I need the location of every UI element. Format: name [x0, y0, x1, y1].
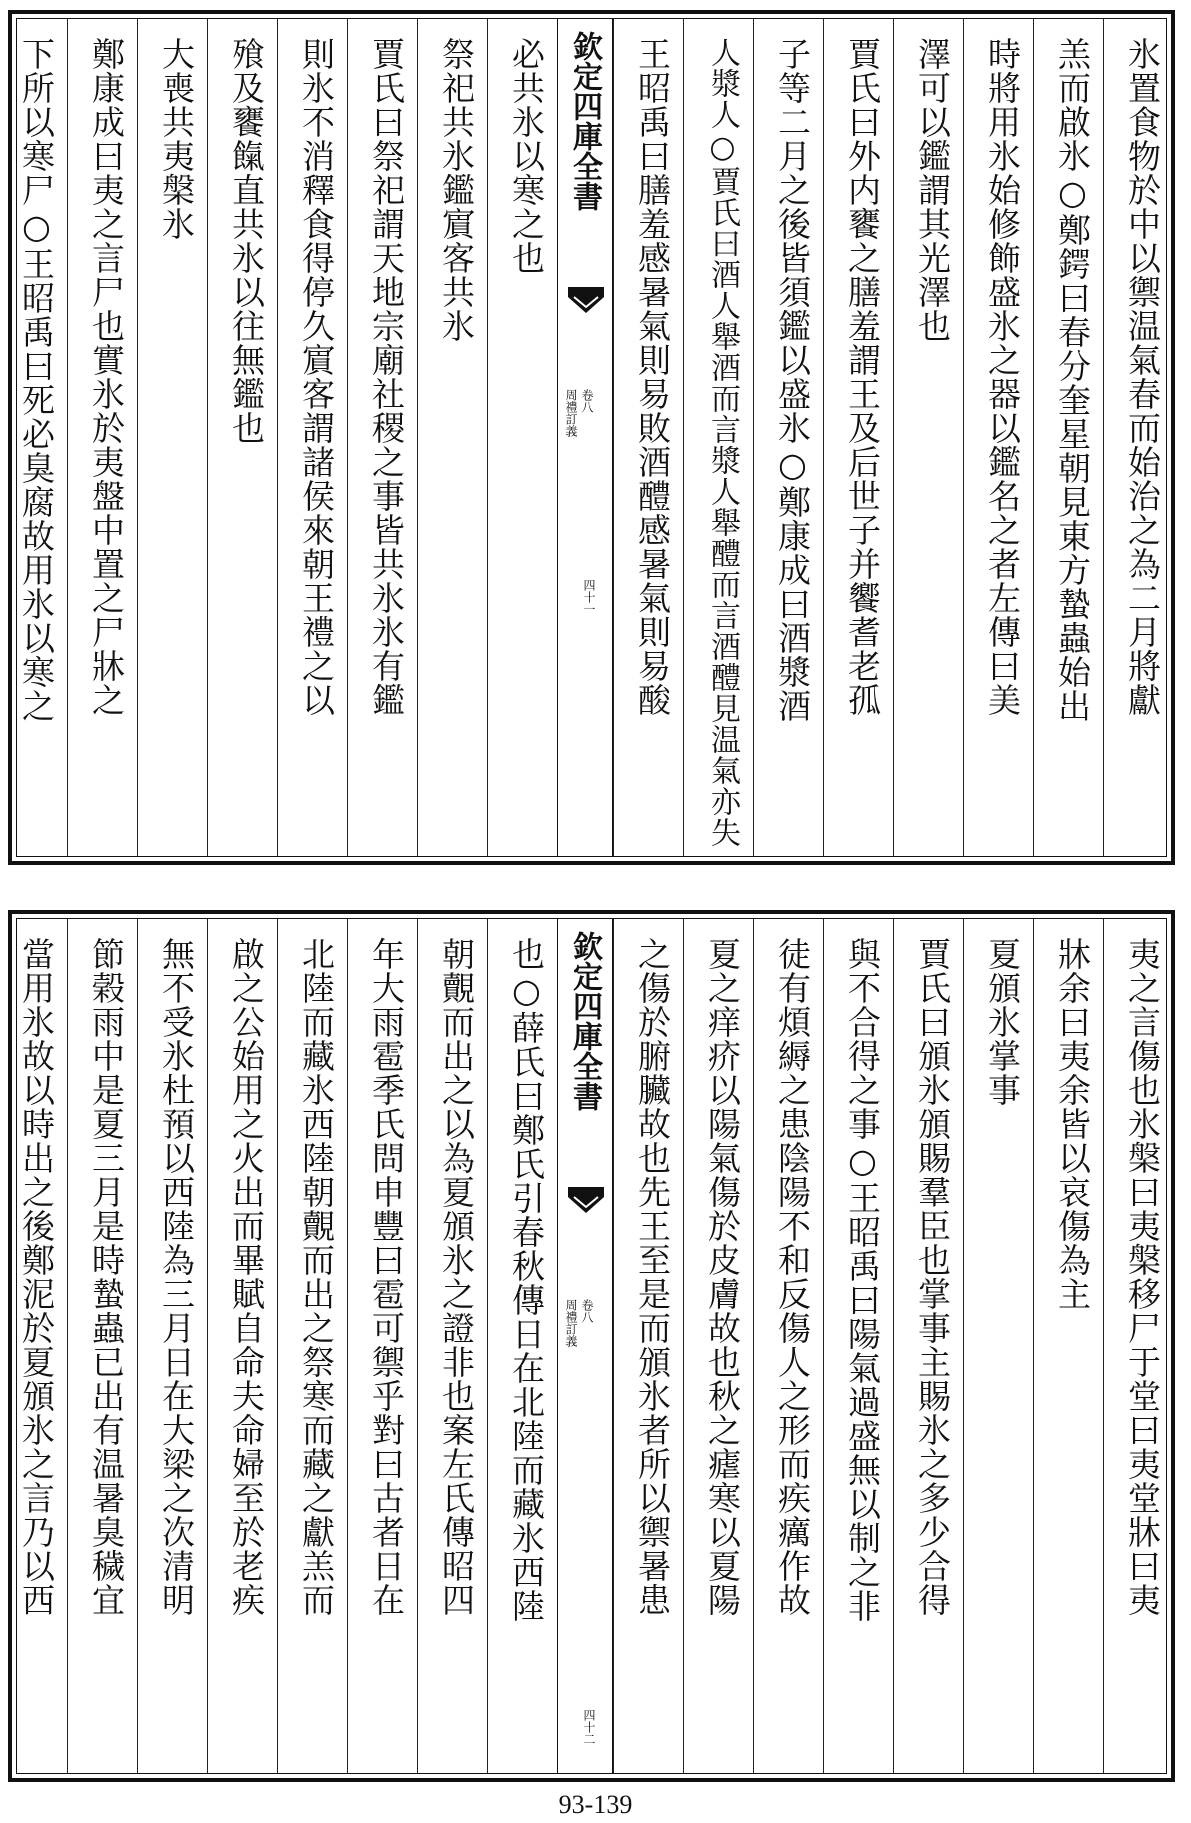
page-top-frame: [16, 18, 1167, 857]
column-text: 澤可以鑑謂其光澤也: [913, 37, 952, 343]
column-text: 夷之言傷也氷槃曰夷槃移尸于堂曰夷堂牀曰夷: [1123, 937, 1162, 1617]
center-gutter: [557, 919, 613, 1773]
text-column: [487, 19, 557, 856]
text-column: [963, 19, 1033, 856]
text-column: [753, 919, 823, 1773]
text-column: [17, 919, 67, 1773]
chapter-label: 卷八: [580, 389, 594, 413]
page-number: 四十一: [582, 579, 596, 615]
column-text: 夏頒氷掌事: [983, 937, 1022, 1107]
text-column: [683, 19, 753, 856]
text-column: [963, 919, 1033, 1773]
column-text: 節榖雨中是夏三月是時蟄蟲已出有温暑臭穢宜: [87, 937, 126, 1617]
text-column: [893, 919, 963, 1773]
column-text: 氷置食物於中以禦温氣春而始治之為二月將獻: [1123, 37, 1162, 717]
column-text: 則氷不消釋食得停久賔客謂諸侯來朝王禮之以: [297, 37, 336, 717]
column-text: 牀余曰夷余皆以哀傷為主: [1053, 937, 1092, 1311]
text-column: [1033, 919, 1103, 1773]
book-title: 欽定四庫全書: [567, 931, 602, 1111]
column-text: 北陸而藏氷西陸朝覿而出之祭寒而藏之獻羔而: [297, 937, 336, 1617]
chapter-label: 卷八: [580, 1299, 594, 1323]
column-text: 當用氷故以時出之後鄭泥於夏頒氷之言乃以西: [17, 937, 56, 1617]
text-column: [613, 19, 683, 856]
column-text: 朝覿而出之以為夏頒氷之證非也案左氏傳昭四: [437, 937, 476, 1617]
text-column: [823, 919, 893, 1773]
page-top: [8, 10, 1175, 865]
page-bottom: [8, 910, 1175, 1782]
column-text: 與不合得之事○王昭禹曰陽氣過盛無以制之非: [843, 937, 882, 1623]
column-text: 羔而啟氷○鄭鍔曰春分奎星朝見東方蟄蟲始出: [1053, 37, 1092, 723]
column-text: 下所以寒尸○王昭禹曰死必臭腐故用氷以寒之: [17, 37, 56, 723]
text-column: [137, 919, 207, 1773]
fish-tail-mark-icon: [566, 1187, 606, 1223]
text-column: [137, 19, 207, 856]
page-number: 四十二: [582, 1709, 596, 1745]
text-column: [277, 919, 347, 1773]
text-column: [1033, 19, 1103, 856]
column-text: 賈氏曰頒氷頒賜羣臣也掌事主賜氷之多少合得: [913, 937, 952, 1617]
text-column: [417, 919, 487, 1773]
column-text: 祭祀共氷鑑賔客共氷: [437, 37, 476, 343]
column-text: 人漿人○賈氏曰酒人舉酒而言漿人舉醴而言酒醴見温氣亦失: [705, 37, 740, 848]
text-column: [17, 19, 67, 856]
column-text: 必共氷以寒之也: [507, 37, 546, 275]
column-text: 年大雨雹季氏問申豐曰雹可禦乎對曰古者日在: [367, 937, 406, 1617]
footer-page-code: 93-139: [558, 1790, 633, 1819]
column-text: 子等二月之後皆須鑑以盛氷○鄭康成曰酒漿酒: [773, 37, 812, 723]
column-text: 之傷於腑臟故也先王至是而頒氷者所以禦暑患: [633, 937, 672, 1617]
text-column: [1103, 919, 1173, 1773]
column-text: 啟之公始用之火出而畢賦自命夫命婦至於老疾: [227, 937, 266, 1617]
column-text: 鄭康成曰夷之言尸也實氷於夷盤中置之尸牀之: [87, 37, 126, 717]
column-text: 無不受氷杜預以西陸為三月日在大梁之次清明: [157, 937, 196, 1617]
column-text: 也○薛氏曰鄭氏引春秋傳日在北陸而藏氷西陸: [507, 937, 546, 1623]
column-text: 時將用氷始修飾盛氷之器以鑑名之者左傳曰美: [983, 37, 1022, 717]
column-text: 大喪共夷槃氷: [157, 37, 196, 241]
text-column: [417, 19, 487, 856]
column-text: 徒有煩縟之患陰陽不和反傷人之形而疾癘作故: [773, 937, 812, 1617]
column-text: 王昭禹曰膳羞感暑氣則易敗酒醴感暑氣則易酸: [633, 37, 672, 717]
text-column: [683, 919, 753, 1773]
text-column: [207, 19, 277, 856]
column-text: 飱及饔餼直共氷以往無鑑也: [227, 37, 266, 445]
column-text: 夏之痒疥以陽氣傷於皮膚故也秋之瘧寒以夏陽: [703, 937, 742, 1617]
volume-title: 周禮訂義: [564, 389, 578, 437]
text-column: [893, 19, 963, 856]
text-column: [753, 19, 823, 856]
text-column: [347, 19, 417, 856]
column-text: 賈氏曰祭祀謂天地宗廟社稷之事皆共氷氷有鑑: [367, 37, 406, 717]
text-column: [277, 19, 347, 856]
text-column: [823, 19, 893, 856]
text-column: [487, 919, 557, 1773]
text-column: [613, 919, 683, 1773]
volume-title: 周禮訂義: [564, 1299, 578, 1347]
fish-tail-mark-icon: [566, 287, 606, 323]
text-column: [67, 919, 137, 1773]
page-bottom-frame: [16, 918, 1167, 1774]
text-column: [1103, 19, 1173, 856]
text-column: [67, 19, 137, 856]
text-column: [347, 919, 417, 1773]
text-column: [207, 919, 277, 1773]
column-text: 賈氏曰外内饔之膳羞謂王及后世子并饗耆老孤: [843, 37, 882, 717]
book-title: 欽定四庫全書: [567, 31, 602, 211]
center-gutter: [557, 19, 613, 856]
